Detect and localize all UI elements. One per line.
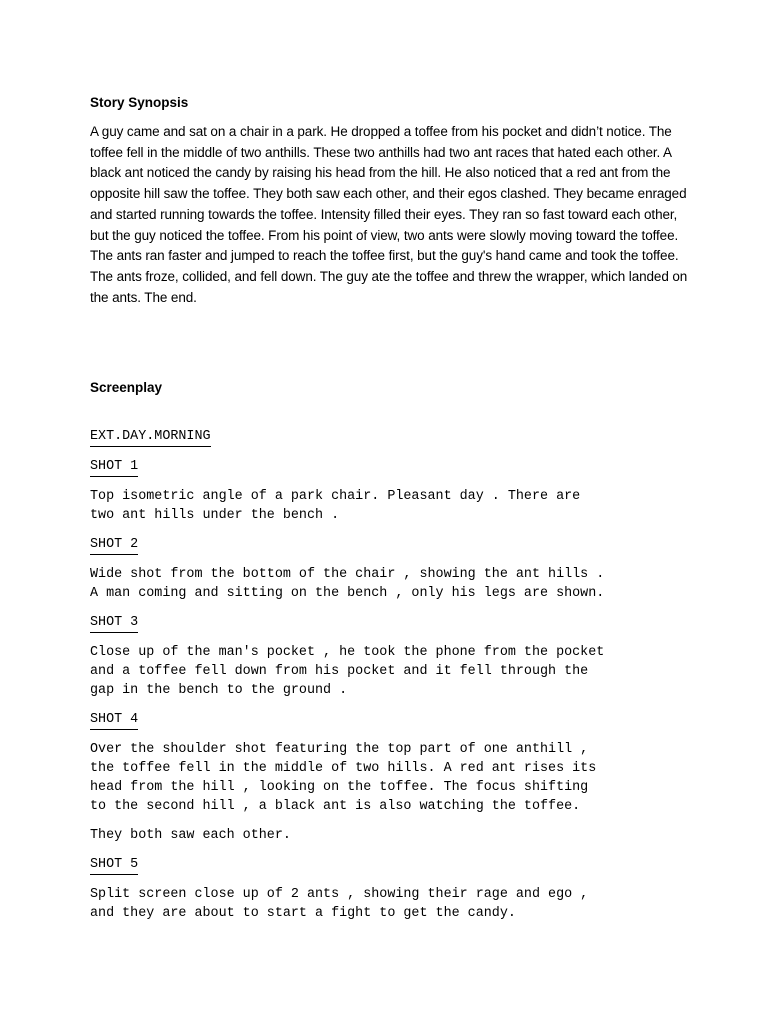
shot-label: SHOT 5 [90, 856, 138, 875]
synopsis-heading: Story Synopsis [90, 95, 189, 110]
synopsis-paragraph: A guy came and sat on a chair in a park. He dropped a toffee from his pocket and didn’t notice. The toffee fell in the middle of two anthills. These two anthills had two ant races that hated each other. A black ant noticed the candy by raising his head from the hill. He also noticed that a red ant from the opposite hill saw the toffee. They both saw each other, and their egos clashed. They became enraged and started running towards the toffee. Intensity filled their eyes. They ran so fast toward each other, but the guy noticed the toffee. From his point of view, two ants were slowly moving toward the toffee. The ants ran faster and jumped to reach the toffee first, but the guy's hand came and took the toffee. The ants froze, collided, and fell down. The guy ate the toffee and threw the wrapper, which landed on the ants. The end. [90, 124, 688, 305]
shot-label: SHOT 1 [90, 458, 138, 477]
shot-label: SHOT 3 [90, 614, 138, 633]
shot-description: Close up of the man's pocket , he took the phone from the pocket and a toffee fell down from his pocket and it fell through the gap in the bench to the ground . [90, 645, 605, 698]
shot-description: Over the shoulder shot featuring the top part of one anthill , the toffee fell in the middle of two hills. A red ant rises its head from the hill , looking on the toffee. The focus shifting to the second hill , a black ant is also watching the toffee. [90, 742, 597, 814]
shot-description: Split screen close up of 2 ants , showing their rage and ego , and they are about to start a fight to get the candy. [90, 887, 589, 921]
shot-description: Wide shot from the bottom of the chair , showing the ant hills . A man coming and sitting on the bench , only his legs are shown. [90, 567, 605, 601]
shot-description: They both saw each other. [90, 828, 291, 843]
scene-heading: EXT.DAY.MORNING [90, 428, 211, 447]
screenplay-body [90, 427, 690, 923]
screenplay-heading: Screenplay [90, 380, 163, 395]
shot-label: SHOT 2 [90, 536, 138, 555]
shot-description: Top isometric angle of a park chair. Pleasant day . There are two ant hills under the bench . [90, 489, 581, 523]
shot-label: SHOT 4 [90, 711, 138, 730]
